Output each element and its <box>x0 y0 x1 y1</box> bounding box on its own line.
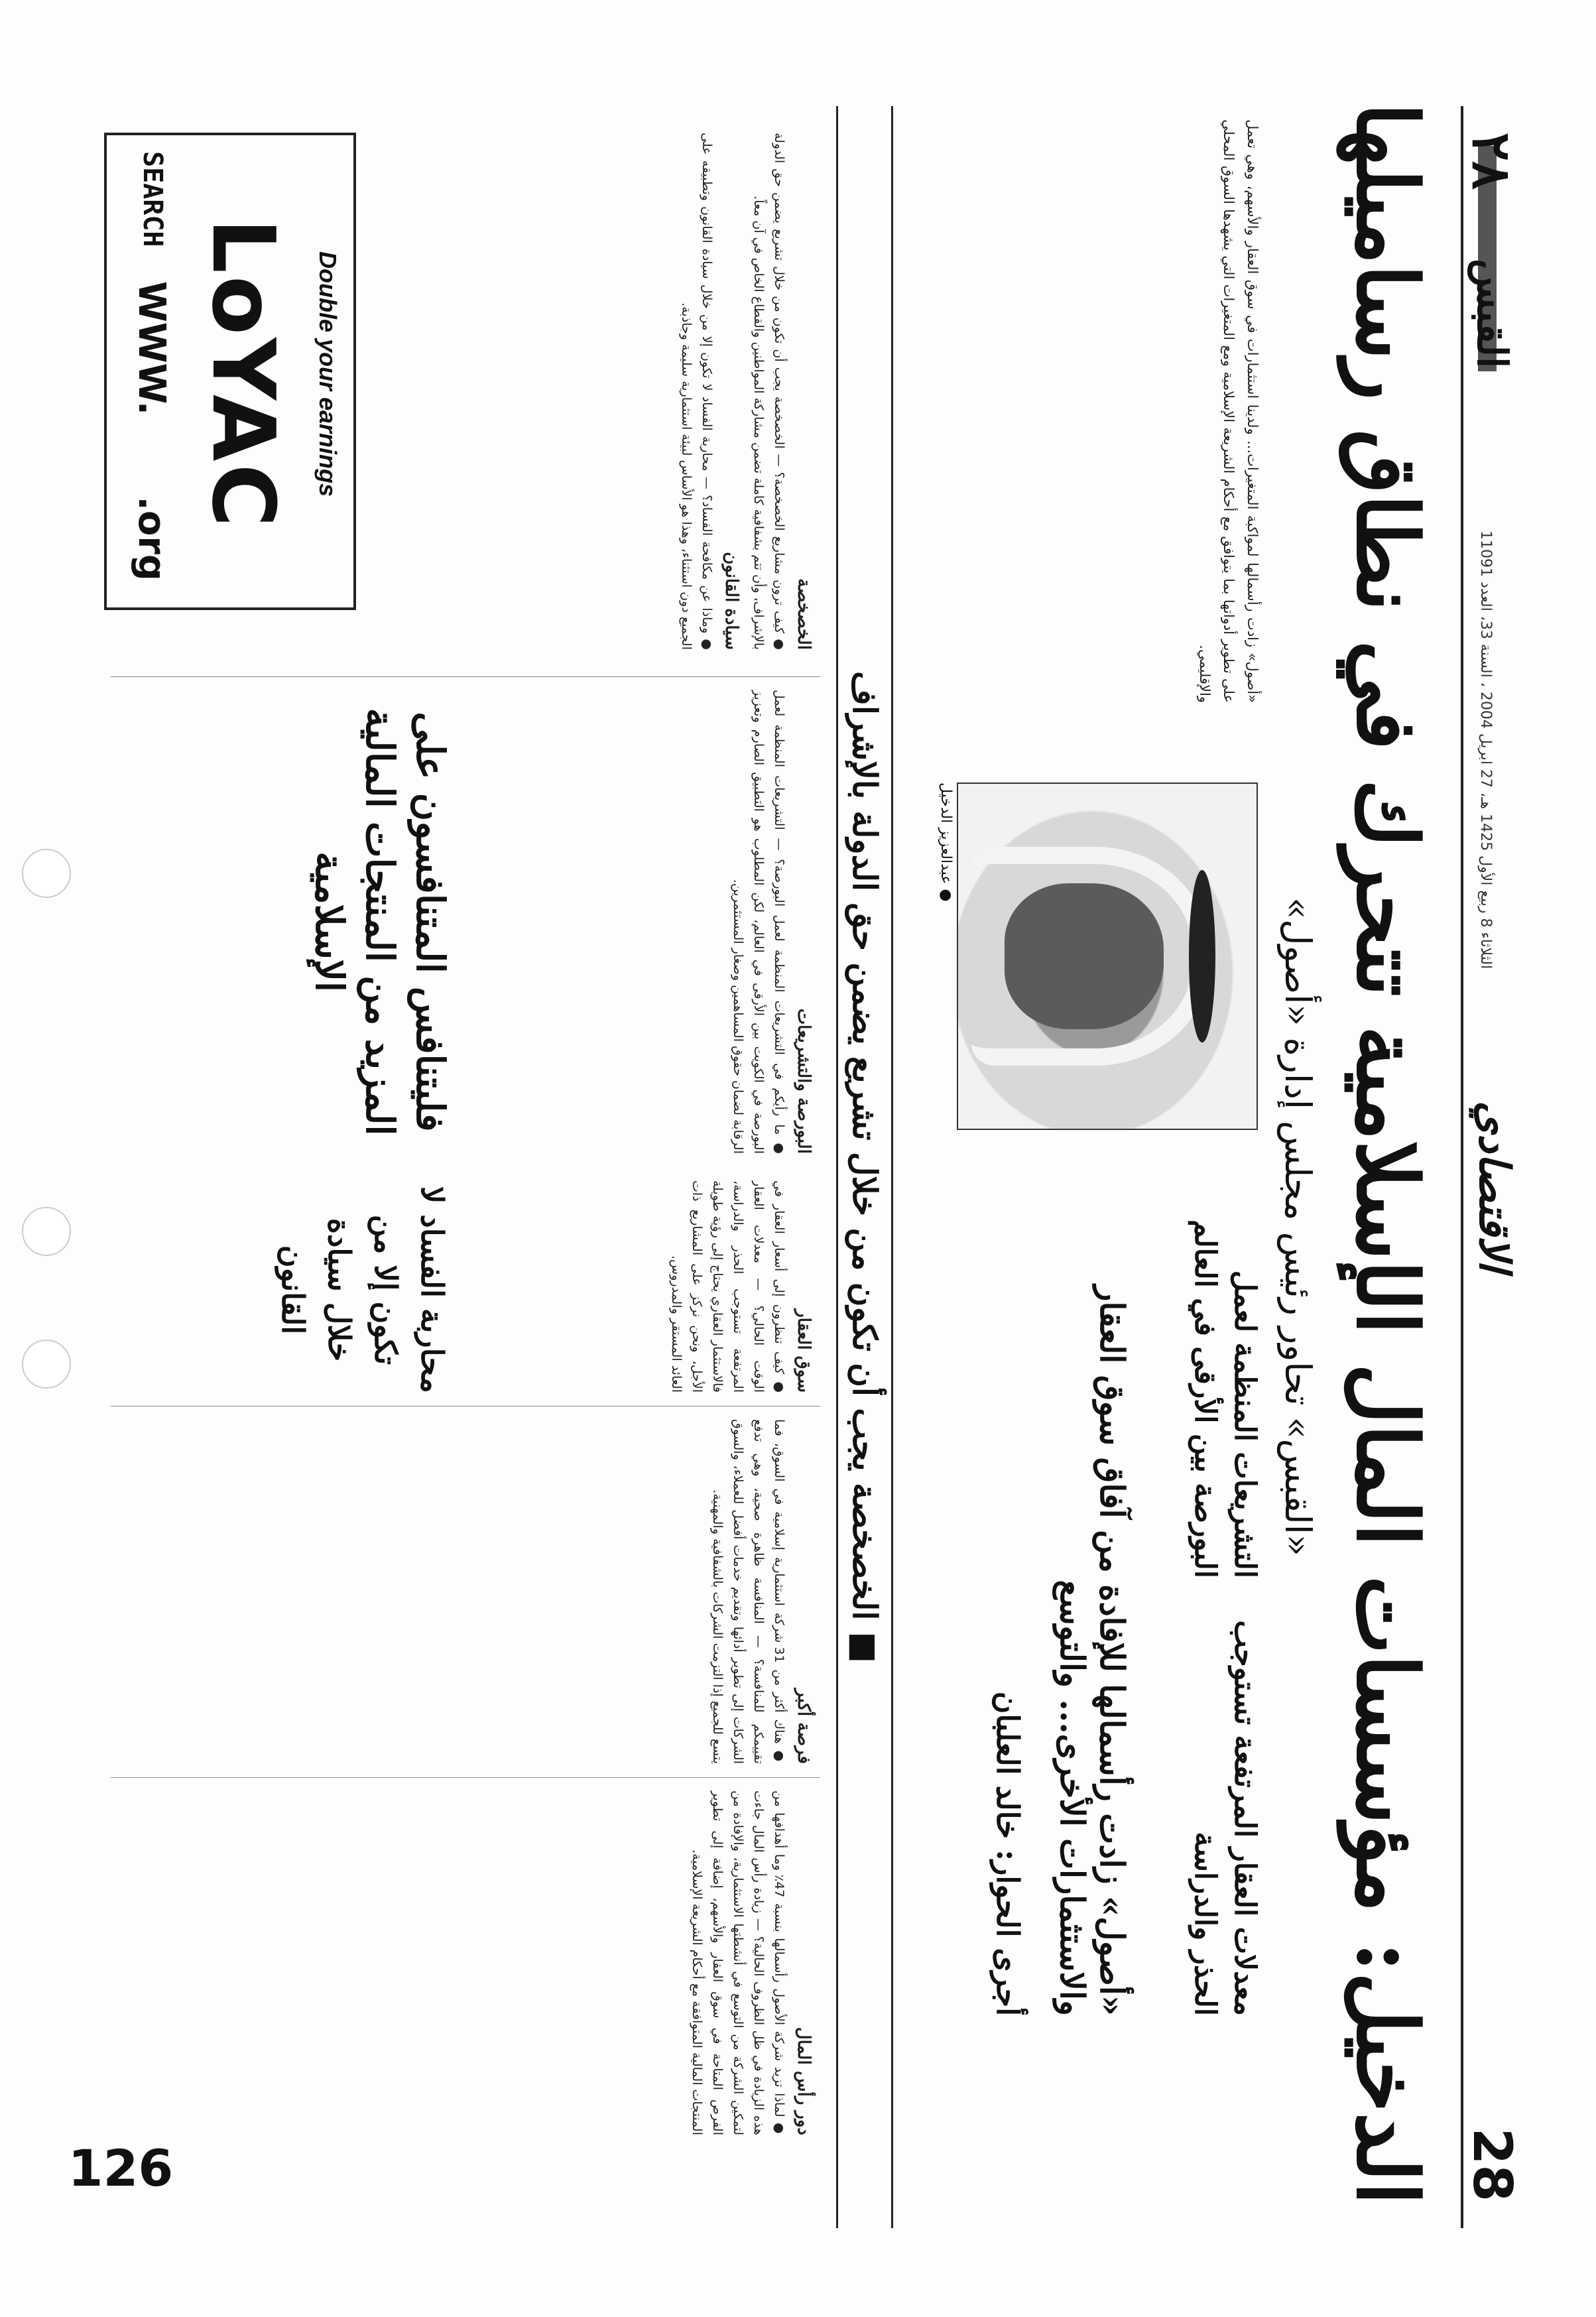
headline: الدخيل: مؤسسات المال الإسلامية تتحرك في نطاق رساميلها <box>1338 103 1436 2205</box>
column-text: ● كيف ترون مشاريع الخصخصة؟ — الخصخصة يجب أن تكون من خلال تشريع يضمن حق الدولة بالإشراف، وأن تتم بشفافية كاملة تضمن مشاركة المواطنين والقطاع الخاص في آن معاً. <box>751 133 786 650</box>
column-heading: فرصة أكبر <box>794 1688 814 1764</box>
column-heading: سوق العقار <box>794 1309 814 1393</box>
footer-page-number: 126 <box>68 2139 174 2198</box>
ad-tagline: Double your earnings <box>314 251 341 497</box>
page-number-arabic: ٢٨ <box>1461 133 1523 190</box>
section-logo: الاقتصادي <box>1469 1101 1519 1272</box>
callout-bourse: التشريعات المنظمة لعمل البورصة بين الأرقى في العالم <box>1188 1219 1262 1578</box>
callout-capital: «أصول» زادت رأسمالها للإفادة من آفاق سوق العقار والاستثمارات الأخرى... والتوسع <box>1053 1285 1132 2016</box>
column-heading: سيادة القانون <box>721 552 741 650</box>
interviewer-credit: أجرى الحوار: خالد العلبان <box>990 1691 1026 2016</box>
ad-search-label: SEARCH <box>137 151 168 247</box>
loyac-logo: LoYAC <box>193 218 294 530</box>
article-column-3 <box>475 1180 820 1393</box>
column-divider <box>111 676 820 677</box>
masthead <box>1461 106 1523 2228</box>
subheadline: «القبس» تحاور رئيس مجلس إدارة «أصول» <box>1277 897 1319 1556</box>
column-heading: دور رأس المال <box>794 2027 814 2135</box>
newspaper-logo: القبس <box>1468 259 1516 369</box>
ad-www-label: WWW. <box>130 281 173 416</box>
portrait-photo <box>957 783 1258 1130</box>
pull-quote-law: محاربة الفساد لا تكون إلا من خلال سيادة القانون <box>275 1186 450 1393</box>
article-column-5 <box>383 133 820 650</box>
hole-punch <box>22 1207 71 1256</box>
article-column-2 <box>111 1419 820 1764</box>
column-divider <box>111 1777 820 1778</box>
column-heading: الخصخصة <box>794 578 814 650</box>
hole-punch <box>22 1340 71 1389</box>
article-column-1 <box>111 1790 820 2135</box>
dateline: الثلاثاء 8 ربيع الأول 1425 هـ، 27 ابريل 2004 ، السنة 33، العدد 11091 <box>1477 531 1494 970</box>
column-text: ● لماذا تزيد شركة الأصول رأسمالها بنسبة 47٪ وما أهدافها من هذه الزيادة في ظل الظروف الحالية؟ — زيادة رأس المال جاءت لتمكين الشركة من التوسع في أنشطتها الاستثمارية، والإفادة من الفرص المتاحة في سوق العقار والأسهم، إضافة إلى تطوير المنتجات المالية المتوافقة مع أحكام الشريعة الإسلامية. <box>690 1790 786 2135</box>
article-column-4 <box>475 690 820 1154</box>
column-text: ● هناك أكثر من 31 شركة استثمارية إسلامية في السوق، فما تقييمكم للمنافسة؟ — المنافسة ظاهرة صحية، وهي تدفع الشركات إلى تطوير أدائها وتقديم خدمات أفضل للعملاء، والسوق يتسع للجميع إذا التزمت الشركات بالشفافية والمهنية. <box>710 1419 786 1764</box>
lead-paragraph: «أصول» زادت رأسمالها لمواكبة المتغيرات... ولدينا استثمارات في سوق العقار والأسهم، وهي تعمل على تطوير أدواتها بما يتوافق مع أحكام الشريعة الإسلامية ومع المتغيرات التي يشهدها السوق المحلي والإقليمي. <box>1197 119 1260 703</box>
ad-org-label: .org <box>130 496 173 581</box>
photo-face-shape <box>1005 883 1164 1029</box>
photo-agal-shape <box>1189 870 1215 1042</box>
loyac-advertisement <box>104 133 356 610</box>
column-text: ● كيف تنظرون إلى أسعار العقار في الوقت الحالي؟ — معدلات العقار المرتفعة تستوجب الحذر والدراسة، فالاستثمار العقاري يحتاج إلى رؤية طويلة الأجل، ونحن نركز على المشاريع ذات العائد المستقر والمدروس. <box>669 1180 786 1393</box>
callout-real-estate: معدلات العقار المرتفعة تستوجب الحذر والدراسة <box>1188 1620 1262 2016</box>
photo-caption: ● عبدالعزيز الدخيل <box>938 783 954 902</box>
column-text: ● ما رأيكم في التشريعات المنظمة لعمل البورصة؟ — التشريعات المنظمة لعمل البورصة في الكويت بين الأرقى في العالم، لكن المطلوب هو التطبيق الصارم وتعزيز الرقابة لضمان حقوق المساهمين وصغار المستثمرين. <box>731 690 786 1154</box>
hole-punch <box>22 849 71 898</box>
column-text: ● وماذا عن مكافحة الفساد؟ — محاربة الفساد لا تكون إلا من خلال سيادة القانون وتطبيقه على الجميع دون استثناء، وهذا هو الأساس لبيئة استثمارية سليمة وجاذبة. <box>679 133 714 650</box>
page-number-latin: 28 <box>1461 2127 1523 2202</box>
column-heading: البورصة والتشريعات <box>794 1008 814 1154</box>
section-band-headline: ■ الخصخصة يجب أن تكون من خلال تشريع يضمن حق الدولة بالإشراف <box>836 106 893 2228</box>
pull-quote-competition: فليتنافس المتنافسون على المزيد من المنتجات المالية الإسلامية <box>307 708 453 1136</box>
column-divider <box>111 1406 820 1407</box>
